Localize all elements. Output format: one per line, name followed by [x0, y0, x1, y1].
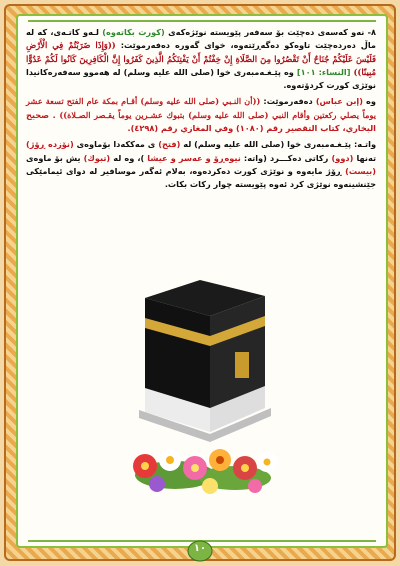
- hadith-source: . صحيح البخاري، كتاب التقصير رقم (١٠٨٠) وفي المغازي رقم (٤٢٩٨).: [26, 109, 376, 134]
- paragraph-3: واتـە: پێـغـەمبەرى خوا (صلى الله عليه وسلم) لە (فتح) ى مەككەدا بۆماوەى (نۆزدە ڕۆژ) تەنها (دوو) ركاتى دەكـــرد (واتە: نیوەڕۆ و عەسر و عیشا )، وە لە (تبوك) یش بۆ ماوەى (بیست) ڕۆژ مایەوە و نوێژى كورت دەكردەوە، بەلام ئەگەر موسافیر لە دواى ئیمامێكى جێنشینەوە نوێژى كرد ئەوە پێویستە چوار ركات بكات.: [26, 139, 377, 190]
- page-number: ١٠: [193, 543, 207, 554]
- quran-verse: ((وَإِذَا ضَرَبْتُمْ فِي الْأَرْضِ فَلَيْسَ عَلَيْكُمْ جُنَاحٌ أَنْ تَقْصُرُوا مِنَ الصَّلَاةِ إِنْ خِفْتُمْ أَنْ يَفْتِنَكُمُ الَّذِينَ كَفَرُوا إِنَّ الْكَافِرِينَ كَانُوا لَكُمْ عَدُوًّا مُبِينًا)): [26, 40, 376, 77]
- paragraph-2: وە (إبن عباس) دەفەرموێت: ((أن النـبي (صلى الله عليه وسلم) أقـام بمكة عام الفتح تسعة عشر يوماً يصلي ركعتين وأقام النبي (صلى الله عليه وسلم) بتبوك عشـرين يوماً يقـصر الصـلاة)) . صحيح البخاري، كتاب التقصير رقم (١٠٨٠) وفي المغازي رقم (٤٢٩٨).: [26, 96, 376, 134]
- text-body: [26, 26, 376, 195]
- highlight-shorten: (كورت بكاتەوە): [102, 27, 165, 37]
- hadith-text: ((أن النـبي (صلى الله عليه وسلم) أقـام بمكة عام الفتح تسعة عشر يوماً يصلي ركعتين وأقام النبي (صلى الله عليه وسلم) بتبوك عشـرين يوماً يقـصر الصـلاة)): [26, 96, 376, 120]
- kaaba-icon: [115, 270, 285, 520]
- paragraph-1: ٨- نەو كەسەى دەچێت بۆ سەفەر پێویستە نوێژەكەى (كورت بكاتەوە) لـەو كاتـەى، كە لە ماڵ دەردەچێت تاوەكو دەگەڕێتەوە، خواى گەورە دەفەرموێت: ((وَإِذَا ضَرَبْتُمْ فِي الْأَرْضِ فَلَيْسَ عَلَيْكُمْ جُنَاحٌ أَنْ تَقْصُرُوا مِنَ الصَّلَاةِ إِنْ خِفْتُمْ أَنْ يَفْتِنَكُمُ الَّذِينَ كَفَرُوا إِنَّ الْكَافِرِينَ كَانُوا لَكُمْ عَدُوًّا مُبِينًا)) [النساء: ١٠١] وە پێـغـەمبەرى خوا (صلى الله عليه وسلم) لە هەموو سەفەرەكانیدا نوێژى كورت كردۆتەوە.: [26, 27, 377, 91]
- narrator: (إبن عباس): [315, 96, 363, 107]
- page-number-badge: [187, 540, 213, 562]
- verse-reference: [النساء: ١٠١]: [296, 66, 351, 77]
- top-rule: [28, 20, 376, 22]
- kaaba-illustration: [115, 270, 285, 520]
